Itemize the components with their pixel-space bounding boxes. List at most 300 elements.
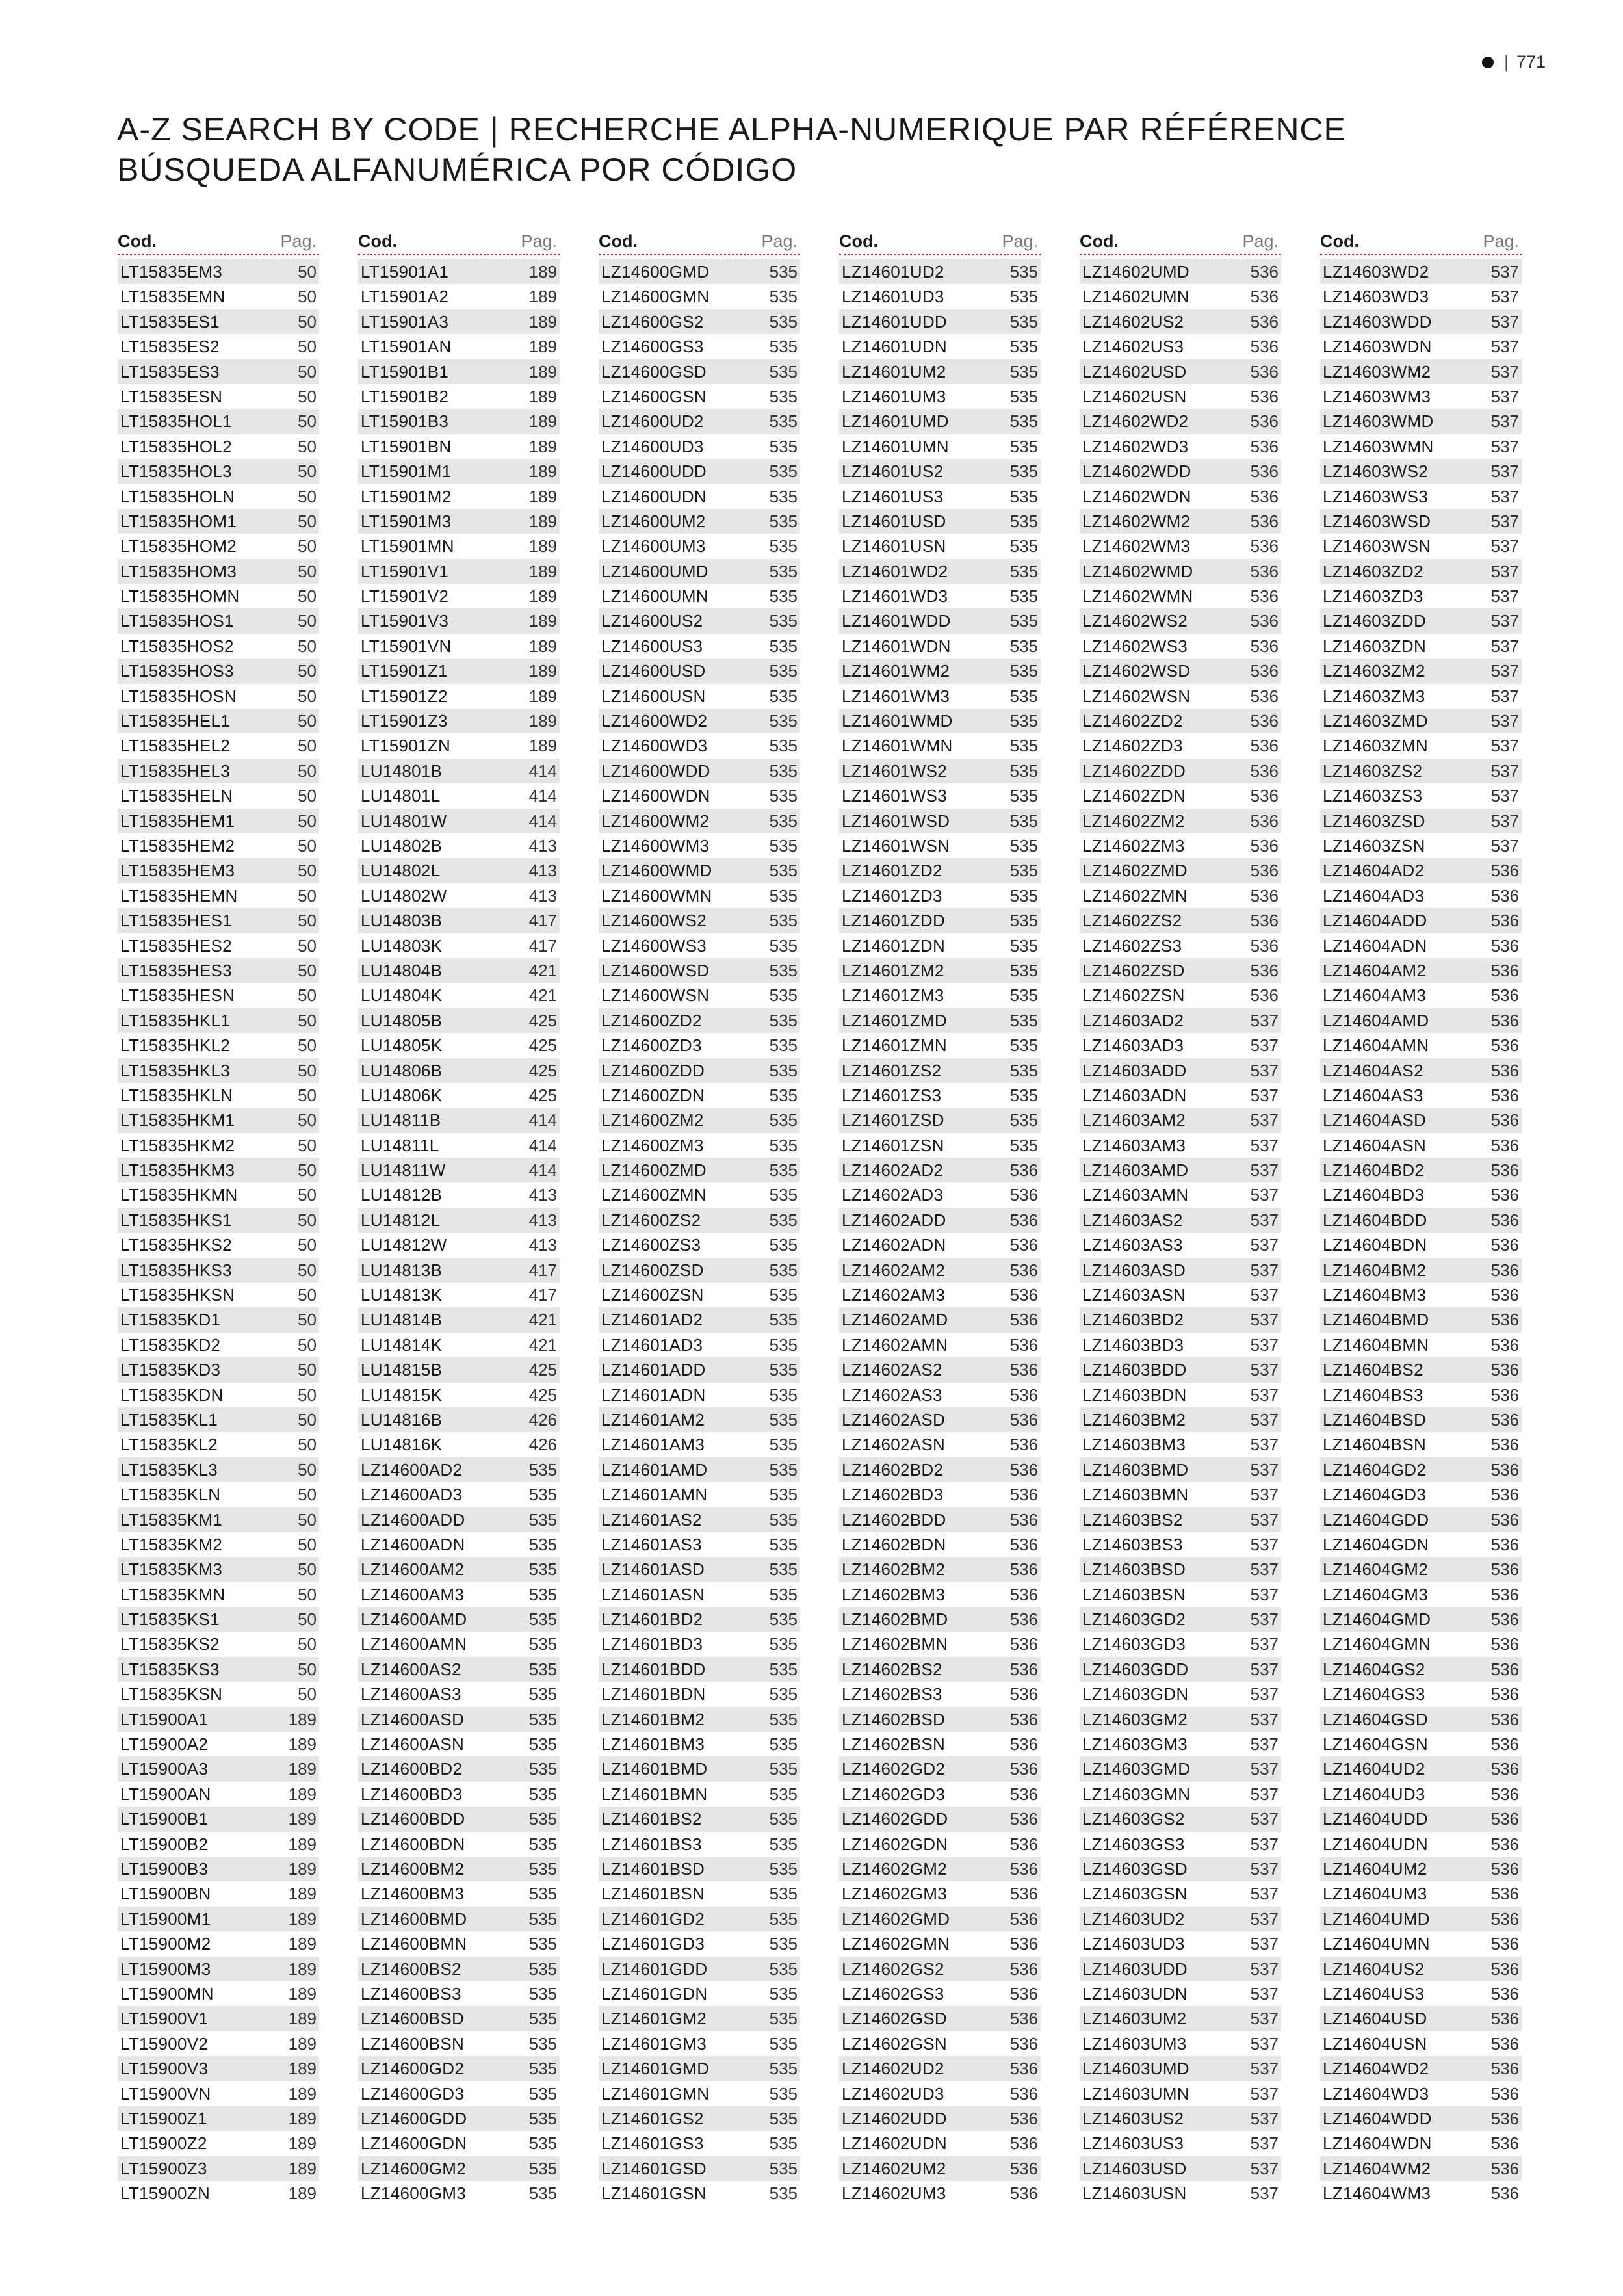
table-row	[1320, 809, 1522, 833]
page-ref: 50	[298, 1659, 317, 1679]
page-ref: 536	[1009, 1959, 1038, 1979]
page-ref: 535	[769, 1983, 798, 2003]
table-row	[358, 1482, 560, 1507]
page-ref: 413	[528, 1185, 557, 1205]
product-code: LZ14602AMD	[842, 1310, 948, 1330]
page-ref: 536	[1250, 411, 1279, 432]
table-row	[118, 733, 319, 758]
page-ref: 535	[1009, 411, 1038, 432]
page-ref: 535	[769, 1310, 798, 1330]
page-ref: 535	[769, 1584, 798, 1604]
table-row	[839, 1083, 1041, 1108]
product-code: LZ14604AS2	[1323, 1060, 1423, 1080]
page-ref: 536	[1009, 1485, 1038, 1505]
page-ref: 535	[1009, 786, 1038, 806]
page-ref: 535	[769, 1509, 798, 1530]
product-code: LZ14603US2	[1082, 2108, 1184, 2128]
product-code: LU14806B	[361, 1060, 443, 1080]
page-ref: 537	[1250, 1959, 1279, 1979]
header-code-label: Cod.	[839, 231, 878, 251]
page-ref: 189	[528, 561, 557, 581]
table-row	[839, 559, 1041, 584]
product-code: LU14805B	[361, 1010, 443, 1030]
page-ref: 537	[1250, 2009, 1279, 2029]
product-code: LT15901Z2	[361, 686, 448, 706]
page-ref: 421	[528, 1335, 557, 1355]
page-ref: 535	[769, 462, 798, 482]
table-row	[358, 608, 560, 633]
page-ref: 536	[1009, 1260, 1038, 1280]
page-ref: 536	[1009, 1909, 1038, 1929]
table-row	[839, 783, 1041, 808]
page-ref: 535	[1009, 686, 1038, 706]
page-ref: 50	[298, 636, 317, 656]
table-row	[358, 1158, 560, 1182]
product-code: LZ14604UD2	[1323, 1759, 1425, 1779]
table-row	[599, 2181, 800, 2206]
table-row	[358, 933, 560, 958]
page-ref: 537	[1250, 1485, 1279, 1505]
table-row	[358, 284, 560, 309]
product-code: LU14812B	[361, 1185, 443, 1205]
column-rows	[1320, 259, 1522, 2206]
product-code: LZ14604BS3	[1323, 1385, 1423, 1405]
product-code: LZ14604WD2	[1323, 2059, 1429, 2079]
page-ref: 536	[1009, 1759, 1038, 1779]
table-row	[1080, 1258, 1281, 1283]
table-row	[839, 659, 1041, 683]
table-row	[118, 1507, 319, 1532]
page-ref: 535	[528, 1834, 557, 1854]
page-ref: 537	[1250, 1409, 1279, 1429]
table-row	[599, 634, 800, 659]
page-ref: 189	[528, 586, 557, 607]
page-ref: 537	[1490, 661, 1519, 681]
product-code: LT15900AN	[120, 1784, 211, 1804]
product-code: LZ14604USN	[1323, 2033, 1427, 2054]
page-ref: 536	[1250, 386, 1279, 406]
product-code: LZ14600BDD	[361, 1809, 465, 1829]
product-code: LU14801W	[361, 811, 447, 831]
page-ref: 536	[1009, 1610, 1038, 1630]
page-ref: 535	[528, 1934, 557, 1954]
table-row	[1080, 2131, 1281, 2156]
product-code: LZ14601USD	[842, 511, 946, 531]
product-code: LZ14600AM3	[361, 1584, 465, 1604]
page-ref: 535	[769, 611, 798, 631]
page-ref: 189	[288, 1959, 317, 1979]
table-row	[118, 933, 319, 958]
page-ref: 50	[298, 262, 317, 281]
page-ref: 535	[1009, 636, 1038, 656]
product-code: LZ14601BDN	[601, 1684, 706, 1704]
product-code: LT15835HKL1	[120, 1010, 231, 1030]
product-code: LT15901M2	[361, 486, 452, 506]
page-ref: 50	[298, 661, 317, 681]
table-row	[118, 1607, 319, 1632]
table-row	[839, 858, 1041, 883]
product-code: LZ14600BSD	[361, 2009, 465, 2029]
page-ref: 414	[528, 1160, 557, 1181]
page-ref: 536	[1009, 1634, 1038, 1654]
product-code: LZ14603WS2	[1323, 462, 1428, 482]
page-ref: 536	[1009, 2059, 1038, 2079]
product-code: LT15835HELN	[120, 786, 233, 806]
product-code: LT15835HKL3	[120, 1060, 231, 1080]
product-code: LZ14602WD2	[1082, 411, 1189, 432]
table-row	[839, 1507, 1041, 1532]
table-row	[1320, 1657, 1522, 1682]
product-code: LT15835HKM3	[120, 1160, 235, 1181]
page-ref: 537	[1250, 1160, 1279, 1181]
product-code: LZ14604BMD	[1323, 1310, 1429, 1330]
page-ref: 536	[1490, 1859, 1519, 1879]
table-row	[358, 1607, 560, 1632]
table-row	[1320, 1607, 1522, 1632]
page-ref: 50	[298, 536, 317, 556]
table-row	[118, 1881, 319, 1906]
page-ref: 535	[769, 1884, 798, 1904]
page-ref: 537	[1490, 611, 1519, 631]
product-code: LZ14601GM3	[601, 2033, 707, 2054]
page-ref: 535	[1009, 337, 1038, 357]
page-number-indicator	[1482, 52, 1546, 72]
table-row	[599, 584, 800, 608]
product-code: LZ14601GDN	[601, 1983, 708, 2003]
table-row	[358, 1307, 560, 1332]
product-code: LZ14602AM3	[842, 1285, 946, 1305]
table-row	[358, 509, 560, 534]
table-row	[599, 1807, 800, 1831]
product-code: LZ14601GD3	[601, 1934, 705, 1954]
product-code: LZ14600WS3	[601, 935, 707, 956]
table-row	[1320, 883, 1522, 908]
page-ref: 50	[298, 811, 317, 831]
product-code: LZ14603ADN	[1082, 1085, 1187, 1105]
table-row	[118, 908, 319, 933]
product-code: LZ14604BD3	[1323, 1185, 1425, 1205]
product-code: LU14811B	[361, 1110, 441, 1130]
page-ref: 535	[528, 1459, 557, 1480]
table-row	[118, 1782, 319, 1807]
page-ref: 537	[1490, 311, 1519, 332]
table-row	[1320, 858, 1522, 883]
table-row	[118, 1307, 319, 1332]
product-code: LZ14601AMD	[601, 1459, 708, 1480]
table-row	[1080, 334, 1281, 359]
product-code: LZ14601ZMD	[842, 1010, 947, 1030]
product-code: LZ14602GD3	[842, 1784, 946, 1804]
page-ref: 535	[1009, 361, 1038, 382]
page-ref: 536	[1009, 1210, 1038, 1230]
table-row	[118, 1208, 319, 1233]
table-row	[118, 659, 319, 683]
product-code: LZ14602WDD	[1082, 462, 1191, 482]
page-ref: 536	[1490, 1734, 1519, 1755]
table-row	[1320, 1832, 1522, 1857]
page-ref: 536	[1490, 1385, 1519, 1405]
page-ref: 537	[1490, 411, 1519, 432]
page-ref: 535	[528, 1909, 557, 1929]
table-row	[118, 1182, 319, 1207]
product-code: LZ14602ZM2	[1082, 811, 1185, 831]
product-code: LZ14603BSN	[1082, 1584, 1186, 1604]
product-code: LU14806K	[361, 1085, 443, 1105]
product-code: LZ14600UD3	[601, 436, 704, 456]
table-row	[1080, 1907, 1281, 1931]
table-row	[839, 733, 1041, 758]
table-row	[358, 1208, 560, 1233]
table-row	[599, 2081, 800, 2106]
table-row	[358, 1782, 560, 1807]
page-ref: 189	[288, 1834, 317, 1854]
page-ref: 535	[528, 1559, 557, 1580]
page-ref: 537	[1490, 536, 1519, 556]
page-ref: 535	[1009, 1060, 1038, 1080]
product-code: LT15835KL2	[120, 1435, 218, 1455]
table-row	[1080, 634, 1281, 659]
page-ref: 535	[769, 1534, 798, 1554]
page-ref: 535	[769, 511, 798, 531]
product-code: LZ14600GSD	[601, 361, 707, 382]
table-row	[839, 1432, 1041, 1457]
product-code: LT15835HKM2	[120, 1135, 235, 1155]
table-row	[839, 334, 1041, 359]
page-ref: 536	[1250, 462, 1279, 482]
page-ref: 536	[1009, 2033, 1038, 2054]
product-code: LU14814B	[361, 1310, 443, 1330]
product-code: LT15835KS3	[120, 1659, 220, 1679]
table-row	[599, 1582, 800, 1607]
page-ref: 535	[769, 486, 798, 506]
table-row	[118, 1407, 319, 1432]
product-code: LZ14603GSD	[1082, 1859, 1188, 1879]
product-code: LZ14600BD2	[361, 1759, 463, 1779]
table-row	[118, 858, 319, 883]
product-code: LT15900Z2	[120, 2133, 207, 2154]
table-row	[358, 1108, 560, 1132]
table-row	[599, 833, 800, 858]
page-ref: 414	[528, 811, 557, 831]
product-code: LT15835KD3	[120, 1360, 221, 1380]
page-ref: 536	[1490, 1160, 1519, 1181]
page-ref: 535	[528, 2108, 557, 2128]
table-row	[118, 434, 319, 459]
table-row	[599, 1482, 800, 1507]
product-code: LU14813K	[361, 1285, 443, 1305]
page-ref: 535	[528, 1584, 557, 1604]
page-ref: 189	[528, 511, 557, 531]
page-ref: 537	[1250, 1983, 1279, 2003]
table-row	[1080, 1357, 1281, 1382]
column-header	[1320, 229, 1522, 255]
product-code: LZ14602ZSN	[1082, 985, 1185, 1006]
table-row	[118, 883, 319, 908]
page-ref: 536	[1490, 1135, 1519, 1155]
table-row	[839, 1782, 1041, 1807]
code-index-table	[118, 229, 1561, 2206]
product-code: LT15901B2	[361, 386, 449, 406]
table-row	[839, 1857, 1041, 1881]
table-row	[1320, 1083, 1522, 1108]
table-row	[358, 1432, 560, 1457]
table-row	[599, 1957, 800, 1981]
page-ref: 50	[298, 711, 317, 731]
product-code: LT15901A2	[361, 287, 449, 307]
page-ref: 189	[288, 2083, 317, 2104]
table-row	[1320, 1333, 1522, 1357]
table-row	[599, 608, 800, 633]
page-ref: 535	[769, 761, 798, 781]
table-row	[1320, 584, 1522, 608]
table-row	[1080, 1008, 1281, 1033]
page-ref: 535	[769, 1485, 798, 1505]
product-code: LZ14604ASN	[1323, 1135, 1427, 1155]
page-ref: 50	[298, 1584, 317, 1604]
table-row	[1320, 1283, 1522, 1307]
table-row	[1320, 2156, 1522, 2181]
product-code: LZ14601ZS3	[842, 1085, 942, 1105]
product-code: LZ14604UMN	[1323, 1934, 1430, 1954]
table-row	[1080, 359, 1281, 384]
table-row	[839, 1383, 1041, 1407]
product-code: LZ14601US3	[842, 486, 944, 506]
table-row	[358, 684, 560, 709]
page-ref: 535	[528, 1759, 557, 1779]
table-row	[118, 1931, 319, 1956]
table-row	[118, 309, 319, 334]
table-row	[599, 1457, 800, 1482]
table-row	[358, 783, 560, 808]
page-ref: 535	[528, 1534, 557, 1554]
table-row	[358, 983, 560, 1008]
table-row	[839, 1756, 1041, 1781]
product-code: LT15835HOSN	[120, 686, 237, 706]
table-row	[839, 1208, 1041, 1233]
product-code: LZ14604WM3	[1323, 2184, 1431, 2204]
product-code: LZ14602ASN	[842, 1435, 946, 1455]
product-code: LZ14602UD2	[842, 2059, 944, 2079]
product-code: LZ14600BMN	[361, 1934, 467, 1954]
page-ref: 535	[528, 2033, 557, 2054]
page-ref: 535	[1009, 262, 1038, 281]
table-row	[1320, 1208, 1522, 1233]
product-code: LZ14600UMN	[601, 586, 708, 607]
table-row	[118, 1283, 319, 1307]
page-ref: 536	[1490, 2033, 1519, 2054]
table-row	[1320, 608, 1522, 633]
table-row	[358, 1657, 560, 1682]
page-ref: 50	[298, 511, 317, 531]
table-row	[1320, 2181, 1522, 2206]
page-ref: 189	[528, 411, 557, 432]
page-ref: 537	[1250, 2059, 1279, 2079]
product-code: LZ14602AM2	[842, 1260, 946, 1280]
product-code: LT15901VN	[361, 636, 452, 656]
page-ref: 536	[1009, 2158, 1038, 2178]
table-row	[1080, 259, 1281, 284]
table-row	[118, 684, 319, 709]
product-code: LZ14604WDD	[1323, 2108, 1432, 2128]
page-ref: 535	[769, 2133, 798, 2154]
product-code: LZ14601WS2	[842, 761, 947, 781]
page-ref: 50	[298, 1110, 317, 1130]
table-row	[118, 809, 319, 833]
title-line-1: A-Z SEARCH BY CODE | RECHERCHE ALPHA-NUMERIQUE PAR RÉFÉRENCE	[117, 111, 1346, 148]
table-row	[118, 1732, 319, 1756]
page-ref: 537	[1490, 436, 1519, 456]
product-code: LZ14601WD2	[842, 561, 948, 581]
table-row	[118, 1981, 319, 2006]
table-row	[1080, 1482, 1281, 1507]
table-row	[1080, 509, 1281, 534]
header-page-label: Pag.	[1002, 231, 1038, 251]
page-ref: 536	[1250, 311, 1279, 332]
table-row	[1320, 534, 1522, 558]
table-row	[839, 809, 1041, 833]
table-row	[118, 1632, 319, 1656]
table-row	[358, 1981, 560, 2006]
page-ref: 535	[1009, 736, 1038, 756]
product-code: LZ14602AD2	[842, 1160, 944, 1181]
table-row	[358, 1732, 560, 1756]
product-code: LZ14601WM2	[842, 661, 950, 681]
product-code: LZ14600US2	[601, 611, 703, 631]
table-row	[1320, 1033, 1522, 1058]
table-row	[599, 409, 800, 434]
page-ref: 537	[1250, 1185, 1279, 1205]
page-ref: 536	[1250, 661, 1279, 681]
table-row	[118, 334, 319, 359]
product-code: LZ14600GSN	[601, 386, 707, 406]
page-ref: 189	[288, 1909, 317, 1929]
product-code: LT15835EMN	[120, 287, 226, 307]
page-ref: 189	[528, 611, 557, 631]
page-ref: 536	[1009, 1834, 1038, 1854]
product-code: LZ14600GDD	[361, 2108, 467, 2128]
product-code: LZ14602BSN	[842, 1734, 946, 1755]
product-code: LZ14603GD2	[1082, 1610, 1186, 1630]
product-code: LU14815B	[361, 1360, 443, 1380]
table-row	[839, 2131, 1041, 2156]
product-code: LZ14600ZDN	[601, 1085, 705, 1105]
page-ref: 535	[1009, 711, 1038, 731]
page-ref: 189	[288, 1884, 317, 1904]
product-code: LZ14604GM3	[1323, 1584, 1428, 1604]
header-code-label: Cod.	[358, 231, 397, 251]
page-ref: 414	[528, 1135, 557, 1155]
page-ref: 537	[1250, 1385, 1279, 1405]
page-ref: 536	[1490, 1834, 1519, 1854]
table-row	[358, 2156, 560, 2181]
table-row	[599, 1182, 800, 1207]
page-ref: 537	[1490, 761, 1519, 781]
product-code: LZ14602GM2	[842, 1859, 947, 1879]
table-row	[1320, 1407, 1522, 1432]
product-code: LU14802W	[361, 885, 447, 906]
table-row	[118, 1657, 319, 1682]
product-code: LZ14604BS2	[1323, 1360, 1423, 1380]
table-row	[118, 1532, 319, 1557]
product-code: LZ14603AMN	[1082, 1185, 1189, 1205]
table-row	[358, 1632, 560, 1656]
page-ref: 535	[769, 436, 798, 456]
table-row	[599, 1283, 800, 1307]
page-ref: 535	[528, 2184, 557, 2204]
table-row	[118, 2056, 319, 2081]
table-row	[1320, 1133, 1522, 1158]
product-code: LZ14603GS3	[1082, 1834, 1185, 1854]
